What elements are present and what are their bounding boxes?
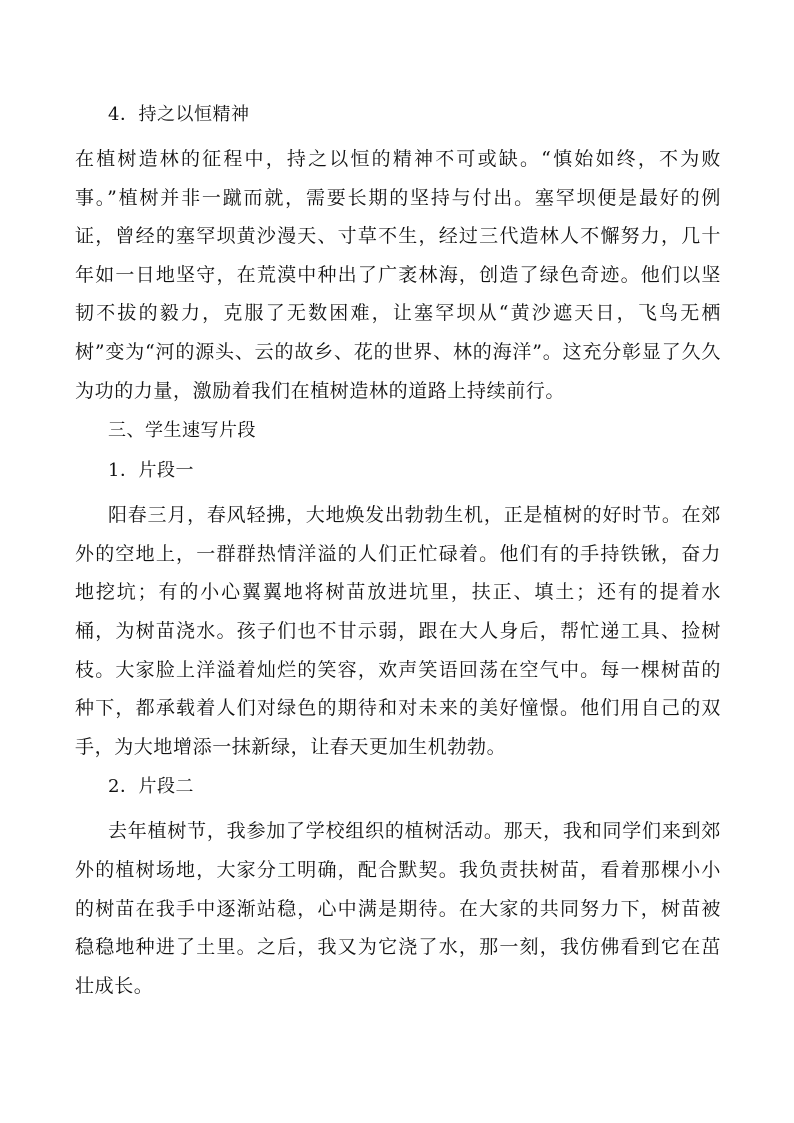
subheading-snippet-one: 1．片段一 xyxy=(108,460,194,482)
document-body xyxy=(75,96,721,1005)
paragraph-snippet-one: 阳春三月，春风轻拂，大地焕发出勃勃生机，正是植树的好时节。在郊外的空地上，一群群热情洋溢的人们正忙碌着。他们有的手持铁锹，奋力地挖坑；有的小心翼翼地将树苗放进坑里，扶正、填土；还有的提着水桶，为树苗浇水。孩子们也不甘示弱，跟在大人身后，帮忙递工具、捡树枝。大家脸上洋溢着灿烂的笑容，欢声笑语回荡在空气中。每一棵树苗的种下，都承载着人们对绿色的期待和对未来的美好憧憬。他们用自己的双手，为大地增添一抹新绿，让春天更加生机勃勃。 xyxy=(75,504,721,758)
paragraph-perseverance xyxy=(75,140,721,410)
paragraph-snippet-two: 去年植树节，我参加了学校组织的植树活动。那天，我和同学们来到郊外的植树场地，大家分工明确，配合默契。我负责扶树苗，看着那棵小小的树苗在我手中逐渐站稳，心中满是期待。在大家的共同努力下，树苗被稳稳地种进了土里。之后，我又为它浇了水，那一刻，我仿佛看到它在茁壮成长。 xyxy=(75,820,721,997)
subheading-snippet-two: 2．片段二 xyxy=(108,776,194,798)
paragraph-perseverance-text: 在植树造林的征程中，持之以恒的精神不可或缺。“慎始如终，不为败事。”植树并非一蹴而就，需要长期的坚持与付出。塞罕坝便是最好的例证，曾经的塞罕坝黄沙漫天、寸草不生，经过三代造林人不懈努力，几十年如一日地坚守，在荒漠中种出了广袤林海，创造了绿色奇迹。他们以坚韧不拔的毅力，克服了无数困难，让塞罕坝从“黄沙遮天日，飞鸟无栖树”变为“河的源头、云的故乡、花的世界、林的海洋”。这充分彰显了久久为功的力量，激励着我们在植树造林的道路上持续前行。 xyxy=(75,148,721,402)
section-heading-student-snippets: 三、学生速写片段 xyxy=(108,420,256,442)
section-heading-perseverance: 4．持之以恒精神 xyxy=(108,104,250,125)
